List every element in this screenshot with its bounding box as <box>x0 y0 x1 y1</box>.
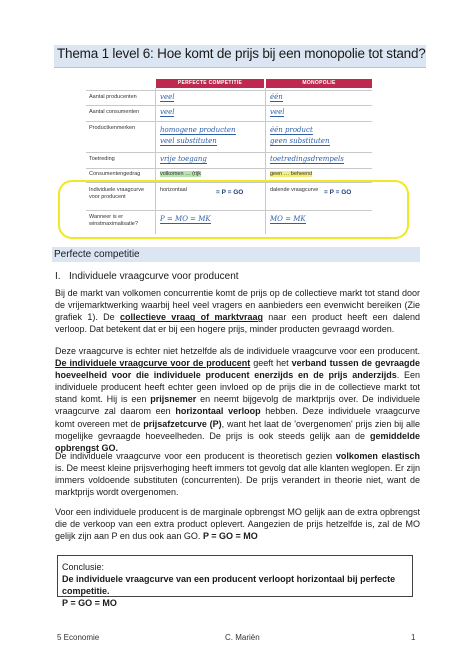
paragraph-3: De individuele vraagcurve voor een producent is theoretisch gezien volkomen elastisch is. De meest kleine prijsverhoging heeft immers tot gevolg dat alle klanten weglopen. Er zijn immers voldoende substituten (concurrenten). De prijs verandert in theorie niet, want de marktprijs wordt overgenomen. <box>55 451 420 498</box>
table-row: Aantal consumenten veel veel <box>86 105 372 120</box>
section-heading: Perfecte competitie <box>52 247 420 262</box>
highlight-frame <box>58 180 409 239</box>
table-row: Toetreding vrije toegang toetredingsdrempels <box>86 152 372 167</box>
table-row: Individuele vraagcurve voor producent horizontaal = P = GO dalende vraagcurve = P = GO <box>86 182 372 209</box>
subheading: I. Individuele vraagcurve voor producent <box>55 271 239 282</box>
page-title: Thema 1 level 6: Hoe komt de prijs bij een monopolie tot stand? <box>57 46 426 61</box>
footer-left: 5 Economie <box>57 633 100 642</box>
paragraph-1: Bij de markt van volkomen concurrentie komt de prijs op de collectieve markt tot stand door de vrijemarktwerking waarbij heel veel vragers en aanbieders een evenwicht bereiken (Zie grafiek 1). De collectieve vraag of marktvraag naar een product heeft een dalend verloop. Dat betekent dat er bij een hogere prijs, minder producten gevraagd worden. <box>55 288 420 335</box>
conclusion-box: Conclusie: De individuele vraagcurve van een producent verloopt horizontaal bij perfecte competitie. P = GO = MO <box>57 555 413 597</box>
table-row: Consumentengedrag volkomen … (rijk geen … beheerst <box>86 168 372 181</box>
table-row: Productkenmerken homogene producten veel substituten één product geen substituten <box>86 121 372 150</box>
footer-page-number: 1 <box>411 633 416 642</box>
paragraph-4: Voor een individuele producent is de marginale opbrengst MO gelijk aan de extra opbrengst die de verkoop van een extra product oplevert. Aangezien de prijs hetzelfde is, zal de MO gelijk zijn aan P en dus ook aan GO. P = GO = MO <box>55 507 420 542</box>
paragraph-2: Deze vraagcurve is echter niet hetzelfde als de individuele vraagcurve voor een producent. De individuele vraagcurve voor de producent geeft het verband tussen de gevraagde hoeveelheid voor die individuele producent enerzijds en de prijs anderzijds. Een individuele producent heeft echter geen invloed op de prijs die in de collectieve markt tot stand komt. Hij is een prijsnemer en neemt bijgevolg de marktprijs over. De individuele vraagcurve zal daarom een horizontaal verloop hebben. Deze individuele vraagcurve komt overeen met de prijsafzetcurve (P), want het laat de 'overgenomen' prijs zien bij alle mogelijke gevraagde hoeveelheden. De prijs is ook steeds gelijk aan de gemiddelde opbrengst GO. <box>55 346 421 453</box>
table-header-mono: MONOPOLIE <box>266 79 372 88</box>
footer-center: C. Mariën <box>225 633 260 642</box>
table-row: Wanneer is er winstmaximalisatie? P = MO = MK MO = MK <box>86 210 372 235</box>
table-header-pc: PERFECTE COMPETITIE <box>156 79 264 88</box>
table-row: Aantal producenten veel één <box>86 90 372 105</box>
